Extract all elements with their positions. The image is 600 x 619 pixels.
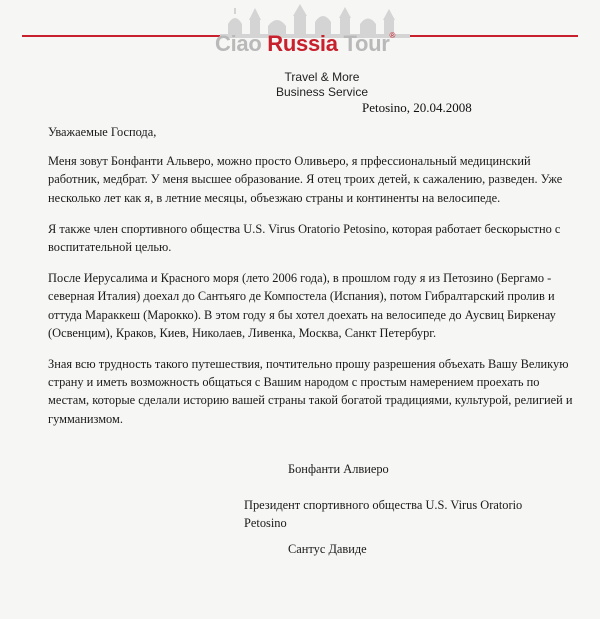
tagline xyxy=(262,70,382,100)
tagline-line1: Travel & More xyxy=(284,70,360,84)
tagline-line2: Business Service xyxy=(275,85,369,99)
header-rule-left xyxy=(22,35,222,37)
company-logo xyxy=(215,31,415,61)
header-rule-right xyxy=(402,35,578,37)
greeting: Уважаемые Господа, xyxy=(48,125,157,139)
paragraph-travels: После Иерусалима и Красного моря (лето 2006 года), в прошлом году я из Петозино (Бергамо - северная Италия) доехал до Сантьяго де Компостела (Испания), потом Гибралтарский пролив и оттуда Мараккеш (Марокко). В этом году я бы хотел доехать на велосипеде до Аусвиц Биркенау (Освенцим), Краков, Киев, Николаев, Ливенка, Москва, Санкт Петербург. xyxy=(48,271,556,340)
logo-russia: Russia xyxy=(267,31,338,56)
letter-body xyxy=(48,123,578,441)
paragraph-club: Я также член спортивного общества U.S. Virus Oratorio Petosino, которая работает бескорыстно с воспитательной целью. xyxy=(48,221,561,255)
signature-name-1: Бонфанти Алвиеро xyxy=(288,462,389,476)
letter-date: Petosino, 20.04.2008 xyxy=(362,100,472,115)
paragraph-request: Зная всю трудность такого путешествия, почтительно прошу разрешения объехать Вашу Великую страну и иметь возможность общаться с Вашим народом с простым намерением проехать по местам, которые сделали историю вашей страны такой богатой традициями, культурой, религией и гумманизмом. xyxy=(48,357,573,426)
logo-registered-mark: ® xyxy=(389,31,396,40)
signature-name-2: Сантус Давиде xyxy=(288,542,367,556)
paragraph-intro: Меня зовут Бонфанти Альверо, можно просто Оливьеро, я прфессиональный медицинский работник, медбрат. У меня высшее образование. Я отец троих детей, к сажалению, разведен. Уже несколько лет как я, в летние месяцы, объезжаю страны и континенты на велосипеде. xyxy=(48,154,563,205)
logo-ciao: Ciao xyxy=(215,31,262,56)
signature-title: Президент спортивного общества U.S. Virus Oratorio Petosino xyxy=(244,498,523,530)
logo-tour: Tour xyxy=(343,31,390,56)
